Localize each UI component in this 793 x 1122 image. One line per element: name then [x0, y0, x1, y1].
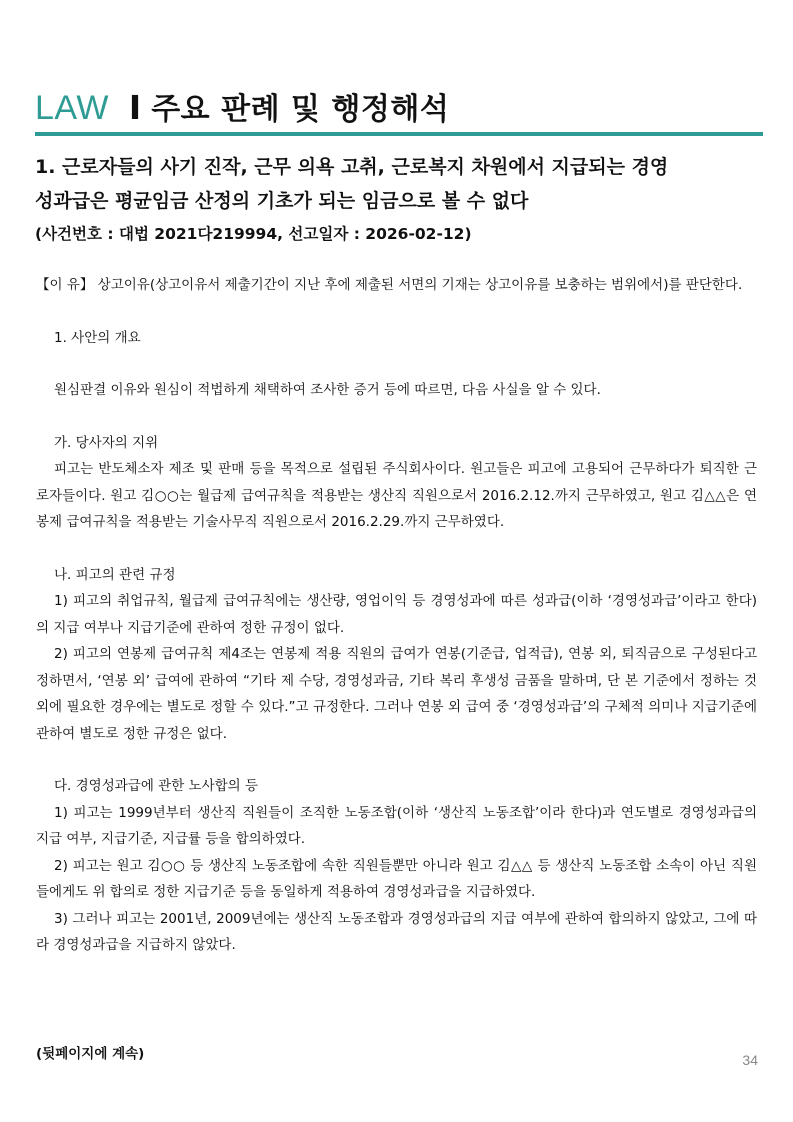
reason-paragraph: 【이 유】 상고이유(상고이유서 제출기간이 지난 후에 제출된 서면의 기재는 상고이유를 보충하는 범위에서)를 판단한다. [36, 277, 743, 293]
continued-note: (뒷페이지에 계속) [36, 1046, 145, 1062]
header-separator: I [128, 88, 142, 127]
case-meta: (사건번호 : 대법 2021다219994, 선고일자 : 2026-02-12) [35, 225, 472, 243]
section-da-heading: 다. 경영성과급에 관한 노사합의 등 [54, 778, 259, 794]
section-title: 주요 판례 및 행정해석 [151, 92, 450, 127]
case-title-line-2: 성과급은 평균임금 산정의 기초가 되는 임금으로 볼 수 없다 [35, 190, 529, 212]
header-divider [35, 132, 763, 136]
page-number: 34 [742, 1052, 758, 1068]
section-na-heading: 나. 피고의 관련 규정 [54, 566, 176, 583]
section-da-item-2: 2) 피고는 원고 김○○ 등 생산직 노동조합에 속한 직원들뿐만 아니라 원고 김△△ 등 생산직 노동조합 소속이 아닌 직원들에게도 위 합의로 정한 지급기준 등을 동일하게 적용하여 경영성과급을 지급하였다. [36, 857, 757, 900]
case-title-line-1: 1. 근로자들의 사기 진작, 근무 의욕 고취, 근로복지 차원에서 지급되는 경영 [35, 156, 669, 178]
section-na-item-1: 1) 피고의 취업규칙, 월급제 급여규칙에는 생산량, 영업이익 등 경영성과에 따른 성과급(이하 ‘경영성과급’이라고 한다)의 지급 여부나 지급기준에 관하여 정한 규정이 없다. [36, 593, 757, 636]
document-body [36, 272, 757, 959]
section-da-item-1: 1) 피고는 1999년부터 생산직 직원들이 조직한 노동조합(이하 ‘생산직 노동조합’이라 한다)과 연도별로 경영성과급의 지급 여부, 지급기준, 지급률 등을 합의하였다. [36, 804, 757, 847]
section-1-heading: 1. 사안의 개요 [54, 329, 141, 346]
section-ga-text: 피고는 반도체소자 제조 및 판매 등을 목적으로 설립된 주식회사이다. 원고들은 피고에 고용되어 근무하다가 퇴직한 근로자들이다. 원고 김○○는 월급제 급여규칙을 적용받는 생산직 직원으로서 2016.2.12.까지 근무하였고, 원고 김△△은 연봉제 급여규칙을 적용받는 기술사무직 직원으로서 2016.2.29.까지 근무하였다. [36, 461, 758, 530]
section-na-item-2: 2) 피고의 연봉제 급여규칙 제4조는 연봉제 적용 직원의 급여가 연봉(기준급, 업적급), 연봉 외, 퇴직금으로 구성된다고 정하면서, ‘연봉 외’ 급여에 관하여 “기타 제 수당, 경영성과금, 기타 복리 후생성 금품을 말하며, 단 본 기준에서 정하는 것 외에 필요한 경우에는 별도로 정할 수 있다.”고 규정한다. 그러나 연봉 외 급여 중 ‘경영성과급’의 구체적 의미나 지급기준에 관하여 별도로 정한 규정은 없다. [36, 646, 757, 742]
case-title [35, 150, 770, 218]
section-ga-heading: 가. 당사자의 지위 [54, 434, 159, 451]
section-da-item-3: 3) 그러나 피고는 2001년, 2009년에는 생산직 노동조합과 경영성과급의 지급 여부에 관하여 합의하지 않았고, 그에 따라 경영성과급을 지급하지 않았다. [36, 910, 757, 953]
section-header [35, 84, 449, 132]
section-1-text: 원심판결 이유와 원심이 적법하게 채택하여 조사한 증거 등에 따르면, 다음 사실을 알 수 있다. [54, 382, 601, 398]
section-label-law: LAW [35, 89, 109, 127]
